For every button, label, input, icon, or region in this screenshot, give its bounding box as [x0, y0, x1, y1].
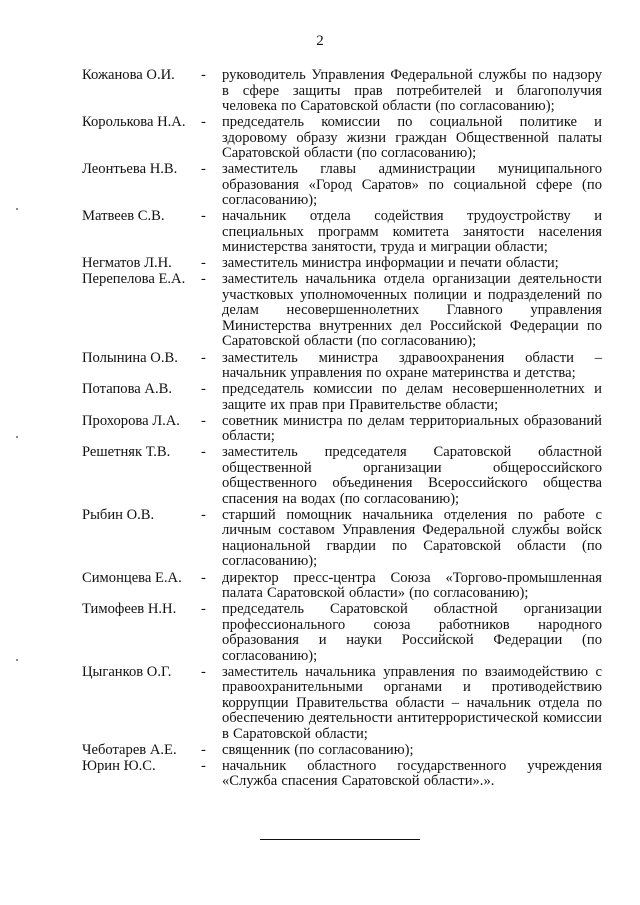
entry-dash: -	[201, 601, 206, 618]
member-entry	[82, 351, 602, 382]
member-entry	[82, 209, 602, 256]
member-role: заместитель главы администрации муниципального образования «Город Саратов» по социальной сфере (по согласованию);	[222, 161, 602, 209]
entry-dash: -	[201, 741, 206, 758]
entry-dash: -	[201, 757, 206, 774]
entry-dash: -	[201, 349, 206, 366]
member-role: руководитель Управления Федеральной службы по надзору в сфере защиты прав потребителей и благополучия человека по Саратовской области (по согласованию);	[222, 67, 602, 114]
member-role: старший помощник начальника отделения по работе с личным составом Управления Федеральной службы войск национальной гвардии по Саратовской области (по согласованию);	[222, 506, 602, 570]
member-role: священник (по согласованию);	[222, 741, 414, 758]
member-role: директор пресс-центра Союза «Торгово-промышленная палата Саратовской области» (по согласованию);	[222, 569, 602, 602]
entry-dash: -	[201, 663, 206, 680]
member-entry	[82, 665, 602, 743]
member-role: заместитель начальника отдела организации деятельности участковых уполномоченных полиции и подразделений по делам несовершеннолетних Главного управления Министерства внутренних дел Российской Федерации по Саратовской области (по согласованию);	[222, 271, 602, 350]
member-name: Перепелова Е.А.	[82, 271, 186, 288]
member-entry	[82, 508, 602, 570]
member-entry	[82, 162, 602, 209]
member-name: Симонцева Е.А.	[82, 569, 182, 586]
member-entry	[82, 414, 602, 445]
entry-dash: -	[201, 381, 206, 398]
member-name: Чеботарев А.Е.	[82, 741, 177, 758]
member-name: Рыбин О.В.	[82, 506, 155, 523]
member-role: заместитель начальника управления по взаимодействию с правоохранительными органами и противодействию коррупции Правительства области – начальник отдела по обеспечению деятельности антитеррористической комиссии в Саратовской области;	[222, 663, 602, 742]
page-number: 2	[316, 33, 324, 49]
member-name: Матвеев С.В.	[82, 208, 165, 225]
member-list	[82, 68, 602, 791]
member-role: председатель Саратовской областной организации профессионального союза работников народного образования и науки Российской Федерации (по согласованию);	[222, 601, 602, 664]
member-name: Леонтьева Н.В.	[82, 161, 178, 178]
member-entry	[82, 571, 602, 602]
member-name: Цыганков О.Г.	[82, 663, 172, 680]
member-entry	[82, 272, 602, 350]
member-role: заместитель министра информации и печати области;	[222, 255, 559, 272]
member-role: председатель комиссии по делам несовершеннолетних и защите их прав при Правительстве области;	[222, 381, 602, 413]
member-entry	[82, 743, 602, 759]
entry-dash: -	[201, 506, 206, 523]
member-name: Решетняк Т.В.	[82, 444, 171, 461]
entry-dash: -	[201, 114, 206, 131]
entry-dash: -	[201, 67, 206, 83]
member-name: Полынина О.В.	[82, 349, 178, 366]
entry-dash: -	[201, 255, 206, 272]
member-entry	[82, 445, 602, 507]
scan-mark	[16, 208, 18, 210]
member-role: заместитель министра здравоохранения области – начальник управления по охране материнства и детства;	[222, 349, 602, 382]
member-name: Тимофеев Н.Н.	[82, 601, 177, 618]
entry-dash: -	[201, 208, 206, 225]
member-entry	[82, 256, 602, 272]
member-role: заместитель председателя Саратовской областной общественной организации общероссийского общественного объединения Всероссийского общества спасения на водах (по согласованию);	[222, 444, 602, 507]
member-role: председатель комиссии по социальной политике и здоровому образу жизни граждан Общественной палаты Саратовской области (по согласованию);	[222, 114, 602, 162]
member-name: Юрин Ю.С.	[82, 757, 156, 774]
member-role: начальник отдела содействия трудоустройству и специальных программ комитета занятости населения министерства занятости, труда и миграции области;	[222, 208, 602, 256]
scan-mark	[16, 436, 18, 438]
entry-dash: -	[201, 569, 206, 586]
member-entry	[82, 68, 602, 115]
member-name: Потапова А.В.	[82, 381, 172, 398]
member-entry	[82, 759, 602, 790]
entry-dash: -	[201, 161, 206, 178]
entry-dash: -	[201, 271, 206, 288]
entry-dash: -	[201, 412, 206, 429]
member-name: Королькова Н.А.	[82, 114, 186, 131]
scan-mark	[16, 659, 18, 661]
member-name: Негматов Л.Н.	[82, 255, 172, 272]
member-entry	[82, 115, 602, 162]
member-entry	[82, 602, 602, 664]
member-entry	[82, 382, 602, 413]
member-role: советник министра по делам территориальных образований области;	[222, 412, 602, 445]
closing-rule	[260, 839, 420, 840]
entry-dash: -	[201, 444, 206, 461]
member-name: Кожанова О.И.	[82, 67, 175, 83]
member-name: Прохорова Л.А.	[82, 412, 180, 429]
member-role: начальник областного государственного учреждения «Служба спасения Саратовской области».».	[222, 757, 602, 790]
